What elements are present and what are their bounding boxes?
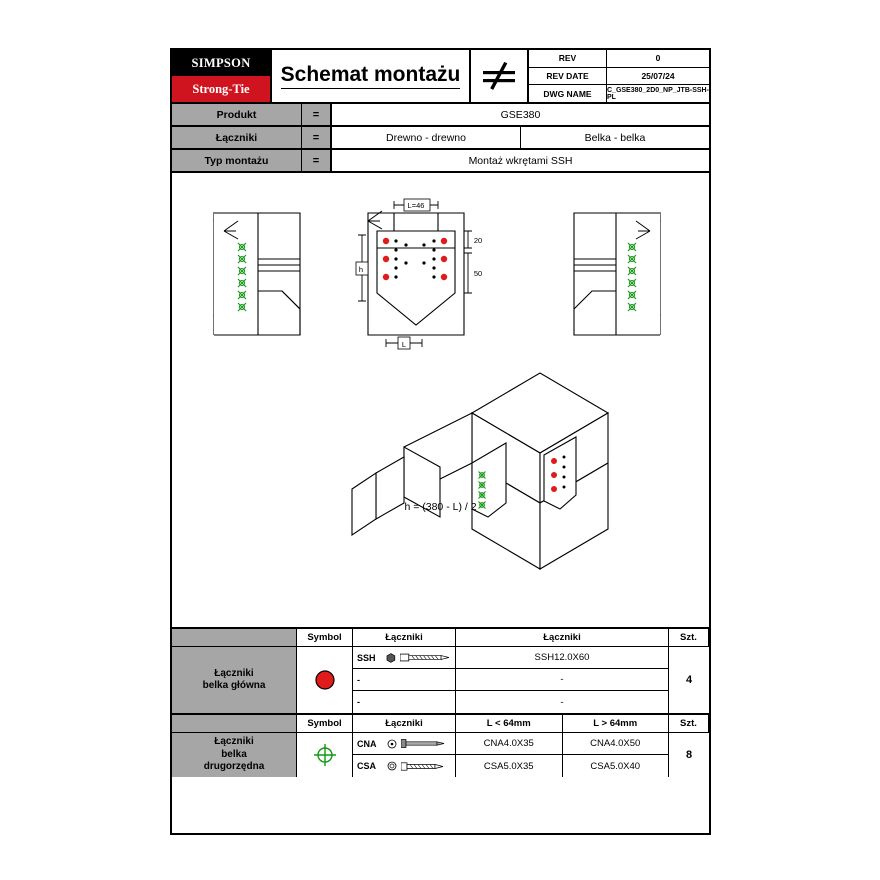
- main-row3-fastener: [353, 691, 456, 713]
- main-table-corner: [172, 629, 297, 647]
- technical-drawing-area: [172, 173, 709, 629]
- logo-bottom-text: Strong-Tie: [172, 76, 270, 102]
- spec-value-produkt: GSE380: [500, 108, 541, 121]
- spec-eq-laczniki: =: [302, 127, 332, 148]
- secondary-row1-tag: CNA: [357, 738, 377, 749]
- nail-icon: [401, 738, 447, 749]
- secondary-header-szt: Szt.: [669, 715, 709, 733]
- main-row1-value: SSH12.0X60: [456, 647, 669, 668]
- table-row: [353, 691, 669, 713]
- assembly-drawing-svg: [172, 173, 709, 629]
- rev-date-label: REV DATE: [529, 68, 607, 85]
- red-filled-circle-icon: [297, 647, 353, 713]
- spec-row-typ-montazu: [172, 150, 709, 173]
- screw-profile-icon: [400, 652, 455, 663]
- spec-value-laczniki-1: Drewno - drewno: [386, 131, 466, 144]
- secondary-row1-fastener: [353, 733, 456, 754]
- main-row1-tag: SSH: [357, 652, 376, 663]
- spec-eq-produkt: =: [302, 104, 332, 125]
- nail-head-icon: [387, 739, 397, 749]
- secondary-row2-long: CSA5.0X40: [563, 755, 670, 777]
- dim-top-label: L=46: [407, 201, 425, 210]
- secondary-table-row-label: [172, 733, 297, 777]
- screw-icon: [401, 761, 447, 772]
- screw-head-icon: [387, 761, 397, 771]
- main-header-symbol: Symbol: [297, 629, 353, 647]
- secondary-row1-long: CNA4.0X50: [563, 733, 670, 754]
- main-header-szt: Szt.: [669, 629, 709, 647]
- secondary-label-line1: Łączniki: [214, 736, 254, 748]
- secondary-row1-short: CNA4.0X35: [456, 733, 563, 754]
- main-row3-tag: -: [357, 697, 360, 707]
- spec-row-produkt: [172, 104, 709, 127]
- main-row2-tag: -: [357, 674, 360, 685]
- dim-bottom-label: L: [401, 340, 407, 349]
- main-row3-value: -: [456, 691, 669, 713]
- secondary-table-corner: [172, 715, 297, 733]
- main-row2-fastener: [353, 669, 456, 690]
- green-crosshair-circle-icon: [297, 733, 353, 777]
- spec-label-produkt: Produkt: [172, 104, 302, 125]
- title-block: [172, 50, 709, 104]
- dim-right-20-label: 20: [473, 236, 483, 245]
- main-header-laczniki-2: Łączniki: [456, 629, 669, 647]
- height-formula: h = (380 - L) / 2: [404, 501, 477, 513]
- secondary-header-long: L > 64mm: [563, 715, 670, 733]
- spec-label-laczniki: Łączniki: [172, 127, 302, 148]
- secondary-label-line2: belka: [221, 748, 247, 760]
- secondary-table-qty: 8: [685, 749, 693, 761]
- dwg-name-label: DWG NAME: [529, 85, 607, 102]
- secondary-row2-fastener: [353, 755, 456, 777]
- not-equal-icon: [471, 50, 529, 102]
- secondary-label-line3: drugorzędna: [203, 761, 265, 773]
- secondary-header-symbol: Symbol: [297, 715, 353, 733]
- secondary-row2-short: CSA5.0X35: [456, 755, 563, 777]
- main-header-laczniki-1: Łączniki: [353, 629, 456, 647]
- spec-value-typ-montazu: Montaż wkrętami SSH: [468, 154, 573, 167]
- rev-value: 0: [655, 53, 661, 64]
- main-row1-fastener: [353, 647, 456, 668]
- main-table-row-label: [172, 647, 297, 713]
- sheet-title-text: Schemat montażu: [281, 63, 461, 89]
- main-row2-value: -: [456, 669, 669, 690]
- secondary-row2-tag: CSA: [357, 761, 377, 771]
- fastener-table-main: [172, 629, 709, 715]
- table-row: [353, 733, 669, 755]
- main-label-line1: Łączniki: [214, 667, 254, 679]
- main-label-line2: belka główna: [202, 680, 266, 691]
- drawing-sheet: [170, 48, 711, 835]
- rev-label: REV: [529, 50, 607, 67]
- logo-top-text: SIMPSON: [172, 50, 270, 76]
- main-table-qty: 4: [685, 674, 693, 686]
- rev-date-value: 25/07/24: [641, 71, 675, 81]
- dim-left-label: h: [358, 265, 364, 274]
- spec-label-typ-montazu: Typ montażu: [172, 150, 302, 171]
- secondary-header-short: L < 64mm: [456, 715, 563, 733]
- table-row: [353, 669, 669, 691]
- dim-right-50-label: 50: [473, 269, 483, 278]
- sheet-title: [272, 50, 471, 102]
- table-row: [353, 755, 669, 777]
- hex-head-screw-icon: [386, 653, 396, 663]
- revision-block: [529, 50, 709, 102]
- spec-value-laczniki-2: Belka - belka: [520, 127, 709, 148]
- fastener-table-secondary: [172, 715, 709, 777]
- spec-row-laczniki: [172, 127, 709, 150]
- table-row: [353, 647, 669, 669]
- dwg-name-value: C_GSE380_2D0_NP_JTB-SSH-PL: [607, 86, 709, 101]
- spec-eq-typ-montazu: =: [302, 150, 332, 171]
- company-logo: [172, 50, 272, 102]
- secondary-header-laczniki: Łączniki: [353, 715, 456, 733]
